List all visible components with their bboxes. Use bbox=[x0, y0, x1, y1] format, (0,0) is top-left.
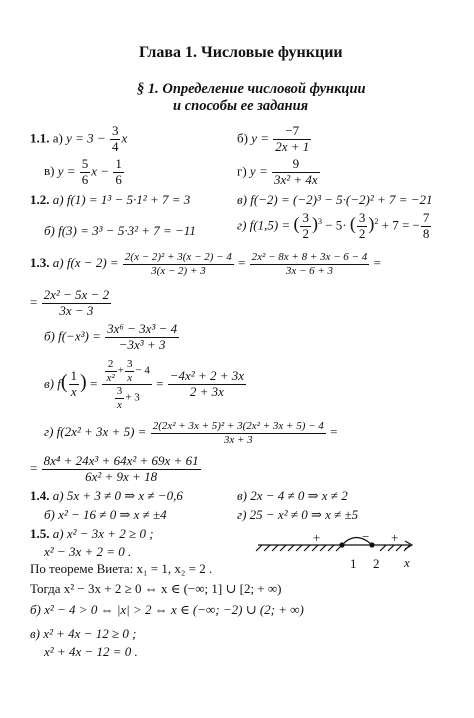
problem-1-1-a: 1.1. а) y = 3 − $\frac{3}{4}$ x bbox=[30, 123, 128, 154]
problem-1-5-v: в) x² + 4x − 12 ≥ 0 ; bbox=[30, 626, 137, 641]
hatching-right bbox=[380, 545, 410, 551]
problem-1-3-g-result: = $\frac{\text{8x⁴ + 24x³ + 64x² + 69x + 61}}{\text{6x² + 9x + 18}}$ bbox=[30, 453, 199, 484]
problem-1-2-a: 1.2. а) f(1) = 1³ − 5·1² + 7 = 3 bbox=[30, 192, 191, 207]
problem-1-4-g: г) 25 − x² ≠ 0 ⇒ x ≠ ±5 bbox=[237, 507, 359, 522]
problem-1-4-a: 1.4. а) 5x + 3 ≠ 0 ⇒ x ≠ −0,6 bbox=[30, 488, 183, 503]
sign-plus-left: + bbox=[313, 530, 321, 545]
tick-label-1: 1 bbox=[350, 556, 357, 571]
problem-1-5-a-equation: x² − 3x + 2 = 0 . bbox=[44, 544, 132, 559]
problem-1-3-a-result: = $\frac{\text{2x² − 5x − 2}}{3x - 3}$ bbox=[30, 287, 110, 318]
sign-minus: − bbox=[362, 529, 370, 544]
problem-1-3-g: г) f(2x² + 3x + 5) = $\frac{\text{2(2x² + 3x + 5)² + 3(2x² + 3x + 5) − 4}}{3x + 3}$ = bbox=[44, 420, 338, 446]
problem-1-2-b: б) f(3) = 3³ − 5·3² + 7 = −11 bbox=[44, 223, 196, 238]
problem-1-5-v-equation: x² + 4x − 12 = 0 . bbox=[44, 644, 138, 659]
point-1 bbox=[339, 542, 344, 547]
point-2 bbox=[369, 542, 374, 547]
tick-label-2: 2 bbox=[373, 556, 380, 571]
problem-1-3-a: 1.3. а) f(x − 2) = $\frac{\text{2(x − 2)² + 3(x − 2) − 4}}{3(x - 2) + 3}$ = $\frac{\text{2x² − 8x + 8 + 3x − 6 − 4}}{3x - 6 + 3}$ = bbox=[30, 251, 381, 277]
section-title-line-1: § 1. Определение числовой функции bbox=[137, 81, 366, 97]
hatching-left bbox=[256, 545, 342, 551]
chapter-title: Глава 1. Числовые функции bbox=[139, 44, 343, 61]
problem-1-1-g: г) y = $\frac{9}{\text{3x² + 4x}}$ bbox=[237, 156, 318, 187]
problem-1-2-v: в) f(−2) = (−2)³ − 5·(−2)² + 7 = −21 bbox=[237, 192, 433, 207]
axis-label-x: x bbox=[404, 555, 410, 570]
problem-1-3-b: б) f(−x³) = $\frac{\text{3x⁶ − 3x³ − 4}}{\text{−3x³ + 3}}$ bbox=[44, 321, 178, 352]
problem-1-3-v: в) f( $\frac{1}{x}$ ) = $\frac{2}{\text{x²}}$ + $\frac{3}{x}$ − 4 $\frac{3}{x}$ + 3 = $\frac{\text{−4x² + 2 + 3x}}{2 + 3x}$ bbox=[44, 358, 245, 411]
problem-1-5-vieta: По теореме Виета: x₁ = 1, x₂ = 2 . bbox=[30, 561, 213, 576]
problem-1-1-v: в) y = $\frac{5}{6}$ x − $\frac{1}{6}$ bbox=[44, 156, 122, 187]
problem-1-5-a: 1.5. а) x² − 3x + 2 ≥ 0 ; bbox=[30, 526, 154, 541]
problem-1-1-b: б) y = $\frac{-7}{2x + 1}$ bbox=[237, 123, 310, 154]
problem-1-4-v: в) 2x − 4 ≠ 0 ⇒ x ≠ 2 bbox=[237, 488, 348, 503]
section-title-line-2: и способы ее задания bbox=[173, 98, 309, 114]
problem-1-4-b: б) x² − 16 ≠ 0 ⇒ x ≠ ±4 bbox=[44, 507, 167, 522]
problem-1-5-answer: Тогда x² − 3x + 2 ≥ 0 ⇔ x ∈ (−∞; 1] ∪ [2; + ∞) bbox=[30, 581, 282, 596]
sign-plus-right: + bbox=[391, 530, 399, 545]
problem-1-2-g: г) f(1,5) = ( $\frac{3}{2}$ )$^3$ − 5· ( $\frac{3}{2}$ )$^2$ + 7 = − $\frac{7}{8}$ bbox=[237, 210, 430, 241]
problem-1-5-b: б) x² − 4 > 0 ⇔ |x| > 2 ⇔ x ∈ (−∞; −2) ∪ (2; + ∞) bbox=[30, 602, 304, 617]
